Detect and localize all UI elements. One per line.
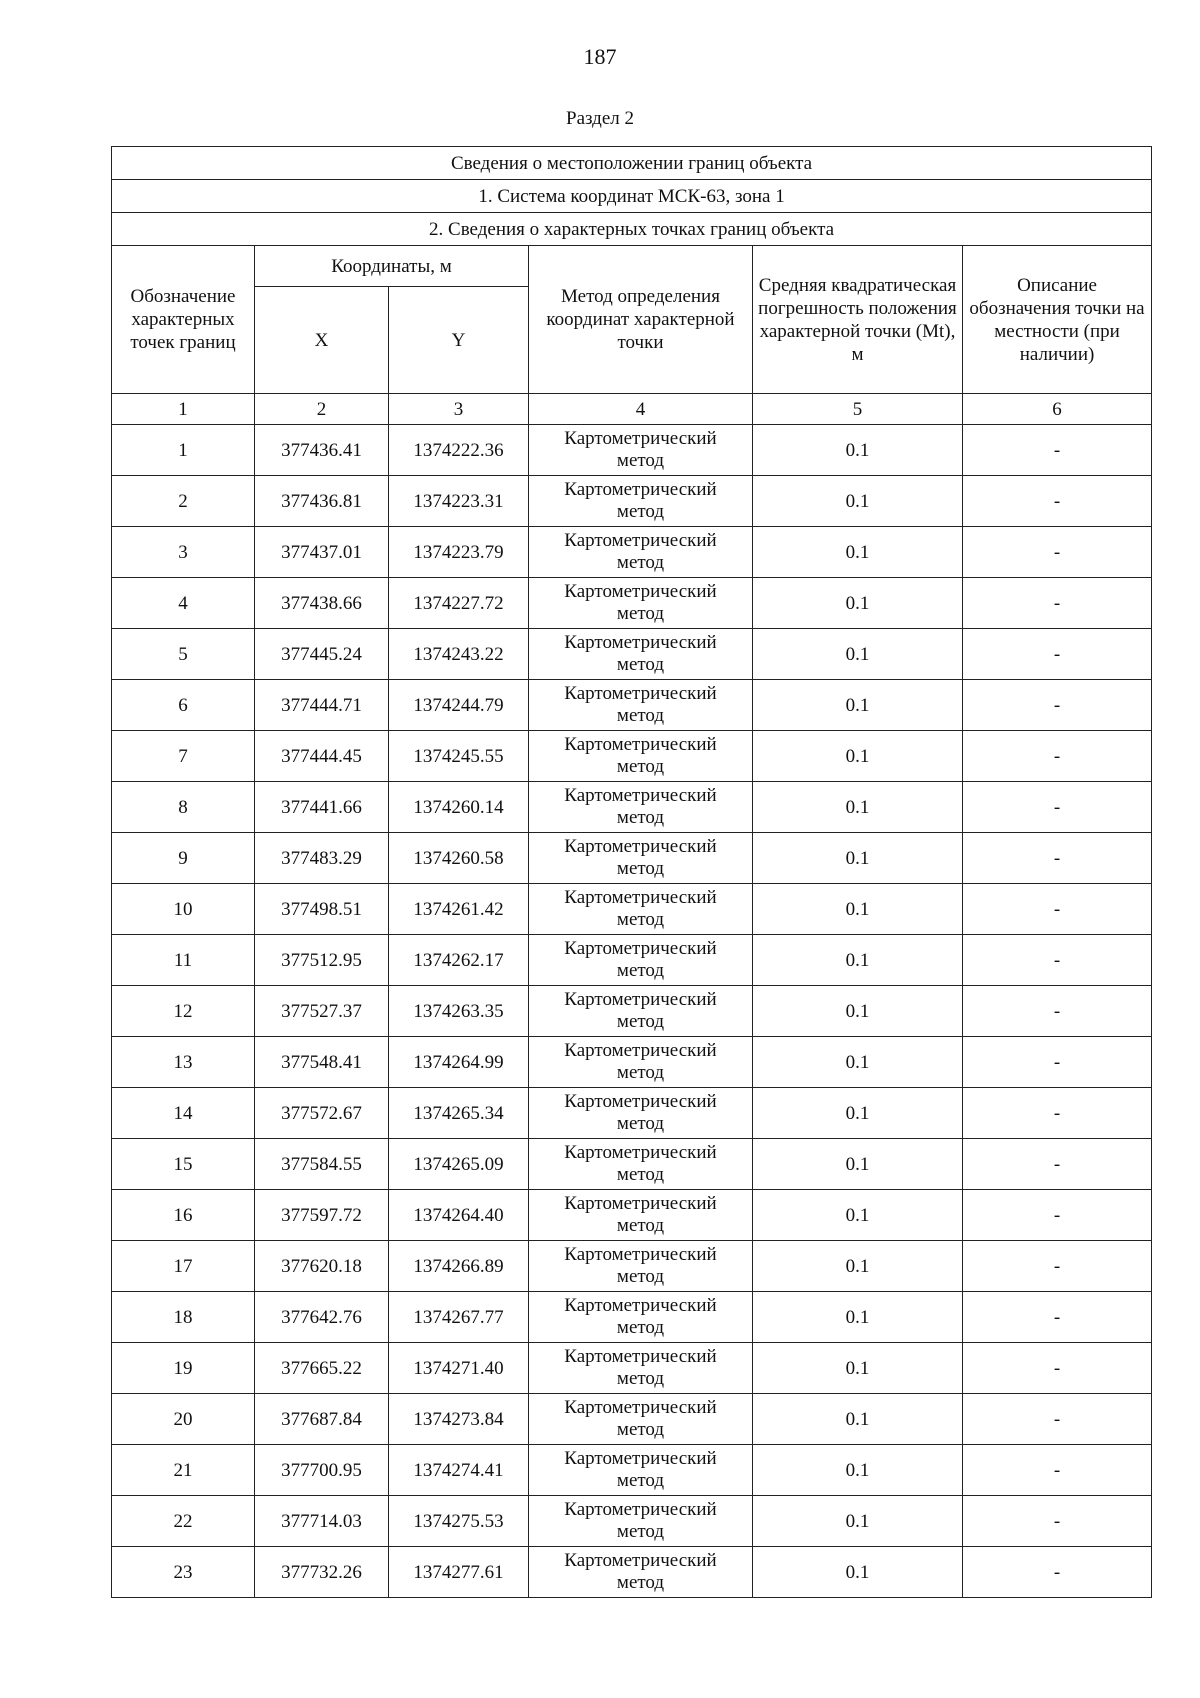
error-cell: 0.1 bbox=[753, 476, 963, 527]
method-line: Картометрический bbox=[564, 581, 717, 602]
description-cell: - bbox=[963, 425, 1152, 476]
method-cell bbox=[529, 731, 753, 782]
point-number-cell: 11 bbox=[112, 935, 255, 986]
error-cell: 0.1 bbox=[753, 1190, 963, 1241]
error-cell: 0.1 bbox=[753, 986, 963, 1037]
method-line: Картометрический bbox=[564, 1142, 717, 1163]
table-row bbox=[112, 629, 1152, 680]
method-cell bbox=[529, 680, 753, 731]
y-coordinate-cell: 1374265.34 bbox=[389, 1088, 529, 1139]
x-coordinate-cell: 377584.55 bbox=[255, 1139, 389, 1190]
x-coordinate-cell: 377732.26 bbox=[255, 1547, 389, 1598]
error-cell: 0.1 bbox=[753, 1292, 963, 1343]
description-cell: - bbox=[963, 1343, 1152, 1394]
y-coordinate-cell: 1374260.14 bbox=[389, 782, 529, 833]
column-number: 4 bbox=[529, 394, 753, 425]
y-coordinate-cell: 1374271.40 bbox=[389, 1343, 529, 1394]
point-number-cell: 16 bbox=[112, 1190, 255, 1241]
x-coordinate-cell: 377512.95 bbox=[255, 935, 389, 986]
table-row bbox=[112, 425, 1152, 476]
x-coordinate-cell: 377714.03 bbox=[255, 1496, 389, 1547]
y-coordinate-cell: 1374245.55 bbox=[389, 731, 529, 782]
x-coordinate-cell: 377597.72 bbox=[255, 1190, 389, 1241]
point-number-cell: 15 bbox=[112, 1139, 255, 1190]
method-line: метод bbox=[616, 1011, 665, 1032]
table-row bbox=[112, 1496, 1152, 1547]
method-line: метод bbox=[616, 1215, 665, 1236]
header-coords: Координаты, м bbox=[255, 246, 529, 287]
method-line: Картометрический bbox=[564, 632, 717, 653]
error-cell: 0.1 bbox=[753, 527, 963, 578]
method-line: метод bbox=[616, 1368, 665, 1389]
description-cell: - bbox=[963, 1139, 1152, 1190]
x-coordinate-cell: 377700.95 bbox=[255, 1445, 389, 1496]
table-row bbox=[112, 1547, 1152, 1598]
error-cell: 0.1 bbox=[753, 1088, 963, 1139]
y-coordinate-cell: 1374266.89 bbox=[389, 1241, 529, 1292]
point-number-cell: 17 bbox=[112, 1241, 255, 1292]
y-coordinate-cell: 1374260.58 bbox=[389, 833, 529, 884]
y-coordinate-cell: 1374267.77 bbox=[389, 1292, 529, 1343]
method-line: Картометрический bbox=[564, 1397, 717, 1418]
table-row bbox=[112, 986, 1152, 1037]
section-title: Раздел 2 bbox=[566, 108, 634, 129]
error-cell: 0.1 bbox=[753, 1496, 963, 1547]
x-coordinate-cell: 377572.67 bbox=[255, 1088, 389, 1139]
method-line: метод bbox=[616, 501, 665, 522]
error-cell: 0.1 bbox=[753, 884, 963, 935]
header-y: Y bbox=[389, 287, 529, 394]
description-cell: - bbox=[963, 1292, 1152, 1343]
method-cell bbox=[529, 1088, 753, 1139]
table-subtitle: 2. Сведения о характерных точках границ объекта bbox=[112, 213, 1152, 246]
x-coordinate-cell: 377548.41 bbox=[255, 1037, 389, 1088]
method-line: Картометрический bbox=[564, 887, 717, 908]
method-cell bbox=[529, 1394, 753, 1445]
description-cell: - bbox=[963, 1037, 1152, 1088]
method-line: метод bbox=[616, 1521, 665, 1542]
x-coordinate-cell: 377436.41 bbox=[255, 425, 389, 476]
y-coordinate-cell: 1374274.41 bbox=[389, 1445, 529, 1496]
x-coordinate-cell: 377444.45 bbox=[255, 731, 389, 782]
method-cell bbox=[529, 1037, 753, 1088]
table-row bbox=[112, 1445, 1152, 1496]
description-cell: - bbox=[963, 1547, 1152, 1598]
error-cell: 0.1 bbox=[753, 833, 963, 884]
y-coordinate-cell: 1374264.40 bbox=[389, 1190, 529, 1241]
method-cell bbox=[529, 782, 753, 833]
method-line: метод bbox=[616, 552, 665, 573]
error-cell: 0.1 bbox=[753, 629, 963, 680]
table-row bbox=[112, 680, 1152, 731]
table-row bbox=[112, 731, 1152, 782]
point-number-cell: 23 bbox=[112, 1547, 255, 1598]
method-line: метод bbox=[616, 1113, 665, 1134]
page-number: 187 bbox=[583, 44, 617, 69]
x-coordinate-cell: 377527.37 bbox=[255, 986, 389, 1037]
table-row bbox=[112, 1394, 1152, 1445]
method-line: Картометрический bbox=[564, 938, 717, 959]
method-line: Картометрический bbox=[564, 989, 717, 1010]
point-number-cell: 1 bbox=[112, 425, 255, 476]
table-title: Сведения о местоположении границ объекта bbox=[112, 147, 1152, 180]
method-line: метод bbox=[616, 858, 665, 879]
y-coordinate-cell: 1374243.22 bbox=[389, 629, 529, 680]
error-cell: 0.1 bbox=[753, 731, 963, 782]
method-line: Картометрический bbox=[564, 1091, 717, 1112]
point-number-cell: 5 bbox=[112, 629, 255, 680]
method-line: метод bbox=[616, 603, 665, 624]
point-number-cell: 4 bbox=[112, 578, 255, 629]
table-row bbox=[112, 884, 1152, 935]
method-line: метод bbox=[616, 1419, 665, 1440]
description-cell: - bbox=[963, 884, 1152, 935]
table-row bbox=[112, 782, 1152, 833]
method-line: Картометрический bbox=[564, 1244, 717, 1265]
table-row bbox=[112, 578, 1152, 629]
y-coordinate-cell: 1374223.31 bbox=[389, 476, 529, 527]
method-cell bbox=[529, 935, 753, 986]
y-coordinate-cell: 1374222.36 bbox=[389, 425, 529, 476]
y-coordinate-cell: 1374262.17 bbox=[389, 935, 529, 986]
point-number-cell: 2 bbox=[112, 476, 255, 527]
method-line: метод bbox=[616, 1317, 665, 1338]
column-number: 5 bbox=[753, 394, 963, 425]
method-line: метод bbox=[616, 960, 665, 981]
x-coordinate-cell: 377437.01 bbox=[255, 527, 389, 578]
table-row bbox=[112, 476, 1152, 527]
error-cell: 0.1 bbox=[753, 935, 963, 986]
y-coordinate-cell: 1374244.79 bbox=[389, 680, 529, 731]
error-cell: 0.1 bbox=[753, 425, 963, 476]
method-line: Картометрический bbox=[564, 530, 717, 551]
point-number-cell: 8 bbox=[112, 782, 255, 833]
point-number-cell: 22 bbox=[112, 1496, 255, 1547]
method-cell bbox=[529, 1547, 753, 1598]
error-cell: 0.1 bbox=[753, 1445, 963, 1496]
method-line: метод bbox=[616, 1164, 665, 1185]
coordinate-system: 1. Система координат МСК-63, зона 1 bbox=[112, 180, 1152, 213]
description-cell: - bbox=[963, 731, 1152, 782]
method-cell bbox=[529, 578, 753, 629]
header-x: X bbox=[255, 287, 389, 394]
method-cell bbox=[529, 629, 753, 680]
description-cell: - bbox=[963, 1088, 1152, 1139]
point-number-cell: 18 bbox=[112, 1292, 255, 1343]
method-line: Картометрический bbox=[564, 1499, 717, 1520]
method-cell bbox=[529, 884, 753, 935]
method-cell bbox=[529, 1139, 753, 1190]
point-number-cell: 10 bbox=[112, 884, 255, 935]
point-number-cell: 21 bbox=[112, 1445, 255, 1496]
point-number-cell: 7 bbox=[112, 731, 255, 782]
method-line: метод bbox=[616, 1572, 665, 1593]
point-number-cell: 14 bbox=[112, 1088, 255, 1139]
table-row bbox=[112, 1037, 1152, 1088]
description-cell: - bbox=[963, 629, 1152, 680]
x-coordinate-cell: 377441.66 bbox=[255, 782, 389, 833]
method-line: Картометрический bbox=[564, 734, 717, 755]
error-cell: 0.1 bbox=[753, 1547, 963, 1598]
error-cell: 0.1 bbox=[753, 1139, 963, 1190]
method-cell bbox=[529, 425, 753, 476]
method-cell bbox=[529, 476, 753, 527]
method-line: Картометрический bbox=[564, 1448, 717, 1469]
method-line: Картометрический bbox=[564, 479, 717, 500]
error-cell: 0.1 bbox=[753, 680, 963, 731]
description-cell: - bbox=[963, 986, 1152, 1037]
method-cell bbox=[529, 1445, 753, 1496]
y-coordinate-cell: 1374261.42 bbox=[389, 884, 529, 935]
method-cell bbox=[529, 1190, 753, 1241]
description-cell: - bbox=[963, 680, 1152, 731]
description-cell: - bbox=[963, 1445, 1152, 1496]
method-line: Картометрический bbox=[564, 1193, 717, 1214]
description-cell: - bbox=[963, 527, 1152, 578]
description-cell: - bbox=[963, 833, 1152, 884]
table-row bbox=[112, 527, 1152, 578]
point-number-cell: 9 bbox=[112, 833, 255, 884]
error-cell: 0.1 bbox=[753, 1037, 963, 1088]
description-cell: - bbox=[963, 782, 1152, 833]
table-row bbox=[112, 833, 1152, 884]
y-coordinate-cell: 1374263.35 bbox=[389, 986, 529, 1037]
method-line: метод bbox=[616, 705, 665, 726]
error-cell: 0.1 bbox=[753, 1343, 963, 1394]
x-coordinate-cell: 377687.84 bbox=[255, 1394, 389, 1445]
point-number-cell: 20 bbox=[112, 1394, 255, 1445]
error-cell: 0.1 bbox=[753, 782, 963, 833]
header-point: Обозначение характерных точек границ bbox=[112, 246, 255, 394]
description-cell: - bbox=[963, 578, 1152, 629]
method-line: метод bbox=[616, 807, 665, 828]
y-coordinate-cell: 1374275.53 bbox=[389, 1496, 529, 1547]
point-number-cell: 19 bbox=[112, 1343, 255, 1394]
error-cell: 0.1 bbox=[753, 1394, 963, 1445]
method-line: метод bbox=[616, 1266, 665, 1287]
method-line: метод bbox=[616, 450, 665, 471]
method-line: Картометрический bbox=[564, 428, 717, 449]
method-line: метод bbox=[616, 756, 665, 777]
method-cell bbox=[529, 1496, 753, 1547]
x-coordinate-cell: 377620.18 bbox=[255, 1241, 389, 1292]
header-description: Описание обозначения точки на местности (при наличии) bbox=[963, 246, 1152, 394]
method-line: метод bbox=[616, 1062, 665, 1083]
table-row bbox=[112, 935, 1152, 986]
method-cell bbox=[529, 833, 753, 884]
header-method: Метод определения координат характерной точки bbox=[529, 246, 753, 394]
y-coordinate-cell: 1374223.79 bbox=[389, 527, 529, 578]
column-number: 1 bbox=[112, 394, 255, 425]
x-coordinate-cell: 377498.51 bbox=[255, 884, 389, 935]
method-line: Картометрический bbox=[564, 1040, 717, 1061]
column-number-row bbox=[112, 394, 1152, 425]
method-line: Картометрический bbox=[564, 1550, 717, 1571]
method-line: метод bbox=[616, 654, 665, 675]
coordinates-table bbox=[111, 146, 1152, 1598]
method-cell bbox=[529, 1292, 753, 1343]
table-row bbox=[112, 1292, 1152, 1343]
method-cell bbox=[529, 1343, 753, 1394]
x-coordinate-cell: 377436.81 bbox=[255, 476, 389, 527]
column-number: 2 bbox=[255, 394, 389, 425]
description-cell: - bbox=[963, 1241, 1152, 1292]
method-cell bbox=[529, 1241, 753, 1292]
header-error: Средняя квадратическая погрешность положения характерной точки (Mt), м bbox=[753, 246, 963, 394]
method-line: Картометрический bbox=[564, 785, 717, 806]
description-cell: - bbox=[963, 1394, 1152, 1445]
point-number-cell: 13 bbox=[112, 1037, 255, 1088]
column-number: 3 bbox=[389, 394, 529, 425]
method-line: Картометрический bbox=[564, 1346, 717, 1367]
description-cell: - bbox=[963, 935, 1152, 986]
method-line: метод bbox=[616, 1470, 665, 1491]
method-line: метод bbox=[616, 909, 665, 930]
method-line: Картометрический bbox=[564, 1295, 717, 1316]
x-coordinate-cell: 377445.24 bbox=[255, 629, 389, 680]
error-cell: 0.1 bbox=[753, 578, 963, 629]
x-coordinate-cell: 377665.22 bbox=[255, 1343, 389, 1394]
table-row bbox=[112, 1190, 1152, 1241]
table-row bbox=[112, 1139, 1152, 1190]
description-cell: - bbox=[963, 1190, 1152, 1241]
method-line: Картометрический bbox=[564, 836, 717, 857]
point-number-cell: 12 bbox=[112, 986, 255, 1037]
method-cell bbox=[529, 986, 753, 1037]
table-row bbox=[112, 1241, 1152, 1292]
method-line: Картометрический bbox=[564, 683, 717, 704]
x-coordinate-cell: 377642.76 bbox=[255, 1292, 389, 1343]
point-number-cell: 6 bbox=[112, 680, 255, 731]
description-cell: - bbox=[963, 1496, 1152, 1547]
y-coordinate-cell: 1374265.09 bbox=[389, 1139, 529, 1190]
y-coordinate-cell: 1374273.84 bbox=[389, 1394, 529, 1445]
point-number-cell: 3 bbox=[112, 527, 255, 578]
x-coordinate-cell: 377444.71 bbox=[255, 680, 389, 731]
x-coordinate-cell: 377483.29 bbox=[255, 833, 389, 884]
description-cell: - bbox=[963, 476, 1152, 527]
table-row bbox=[112, 1088, 1152, 1139]
column-number: 6 bbox=[963, 394, 1152, 425]
y-coordinate-cell: 1374264.99 bbox=[389, 1037, 529, 1088]
method-cell bbox=[529, 527, 753, 578]
y-coordinate-cell: 1374277.61 bbox=[389, 1547, 529, 1598]
table-row bbox=[112, 1343, 1152, 1394]
error-cell: 0.1 bbox=[753, 1241, 963, 1292]
x-coordinate-cell: 377438.66 bbox=[255, 578, 389, 629]
y-coordinate-cell: 1374227.72 bbox=[389, 578, 529, 629]
